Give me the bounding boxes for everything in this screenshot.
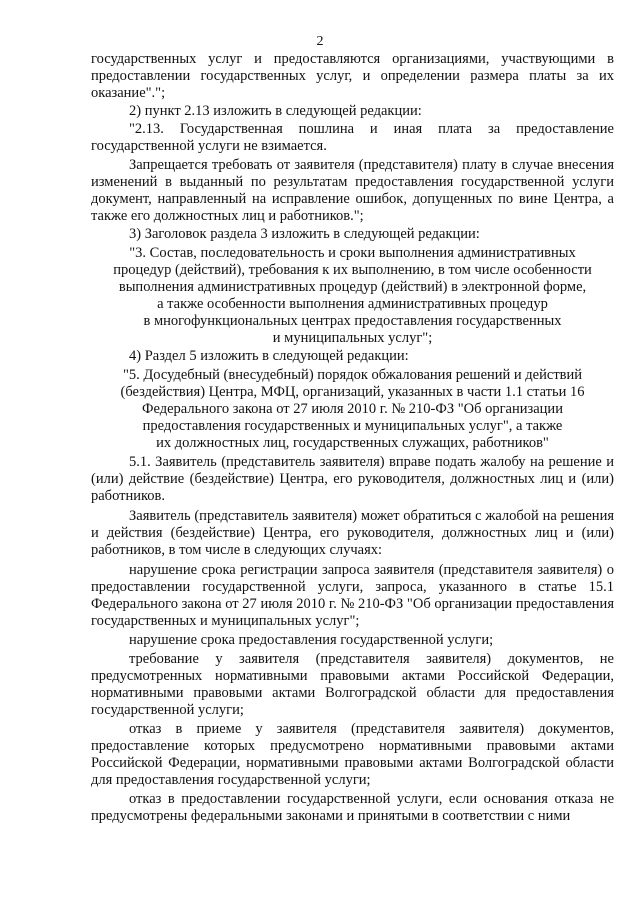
document-body [91,51,614,825]
paragraph-registration-violation: нарушение срока регистрации запроса заявителя (представителя заявителя) о предоставлении государственной услуги, запроса, указанного в статье 15.1 Федерального закона от 27 июля 2010 г. № 210-ФЗ "Об организации предоставления государственных и муниципальных услуг"; [91,562,614,629]
section-5-title-line: предоставления государственных и муниципальных услуг", а также [142,418,563,434]
paragraph-service-refusal: отказ в предоставлении государственной услуги, если основания отказа не предусмотрены федеральными законами и принятыми в соответствии с ними [91,791,614,824]
paragraph-item-3: 3) Заголовок раздела 3 изложить в следующей редакции: [129,226,480,242]
section-3-title [91,245,614,347]
section-5-title-line: "5. Досудебный (внесудебный) порядок обжалования решений и действий [122,367,583,383]
section-3-title-line: и муниципальных услуг"; [272,330,433,346]
section-5-title-line: (бездействия) Центра, МФЦ, организаций, указанных в части 1.1 статьи 16 [120,384,585,400]
paragraph-complaint-cases: Заявитель (представитель заявителя) может обратиться с жалобой на решения и действия (бездействие) Центра, его руководителя, должностных лиц и (или) работников, в том числе в следующих случаях: [91,508,614,558]
paragraph-5-1: 5.1. Заявитель (представитель заявителя) вправе подать жалобу на решение и (или) действие (бездействие) Центра, его руководителя, должностных лиц и (или) работников. [91,454,614,504]
paragraph-clause-2-13: "2.13. Государственная пошлина и иная плата за предоставление государственной услуги не взимается. [91,121,614,154]
section-3-title-line: в многофункциональных центрах предоставления государственных [143,313,562,329]
paragraph-document-refusal: отказ в приеме у заявителя (представителя заявителя) документов, предоставление которых предусмотрено нормативными правовыми актами Российской Федерации, нормативными правовыми актами Волгоградской области для предоставления государственной услуги; [91,721,614,788]
section-5-title [91,367,614,452]
section-5-title-line: Федерального закона от 27 июля 2010 г. № 210-ФЗ "Об организации [142,401,563,417]
paragraph-item-4: 4) Раздел 5 изложить в следующей редакции: [129,348,409,364]
paragraph-extra-documents: требование у заявителя (представителя заявителя) документов, не предусмотренных нормативными правовыми актами Российской Федерации, нормативными правовыми актами Волгоградской области для предоставления государственной услуги; [91,651,614,718]
paragraph-fee-prohibition: Запрещается требовать от заявителя (представителя) плату в случае внесения изменений в выданный по результатам предоставления государственной услуги документ, направленный на исправление ошибок, допущенных по вине Центра, а также его должностных лиц и работников."; [91,157,614,224]
paragraph-item-2: 2) пункт 2.13 изложить в следующей редакции: [129,103,422,119]
section-5-title-line: их должностных лиц, государственных служащих, работников" [156,435,549,451]
section-3-title-line: процедур (действий), требования к их выполнению, в том числе особенности [113,262,592,278]
section-3-title-line: выполнения административных процедур (действий) в электронной форме, [118,279,587,295]
section-3-title-line: "3. Состав, последовательность и сроки выполнения административных [129,245,576,261]
section-3-title-line: а также особенности выполнения административных процедур [157,296,548,312]
paragraph-deadline-violation: нарушение срока предоставления государственной услуги; [129,632,494,648]
paragraph-continuation: государственных услуг и предоставляются организациями, участвующими в предоставлении государственных услуг, и определении размера платы за их оказание"."; [91,51,614,101]
page-number: 2 [316,34,324,49]
